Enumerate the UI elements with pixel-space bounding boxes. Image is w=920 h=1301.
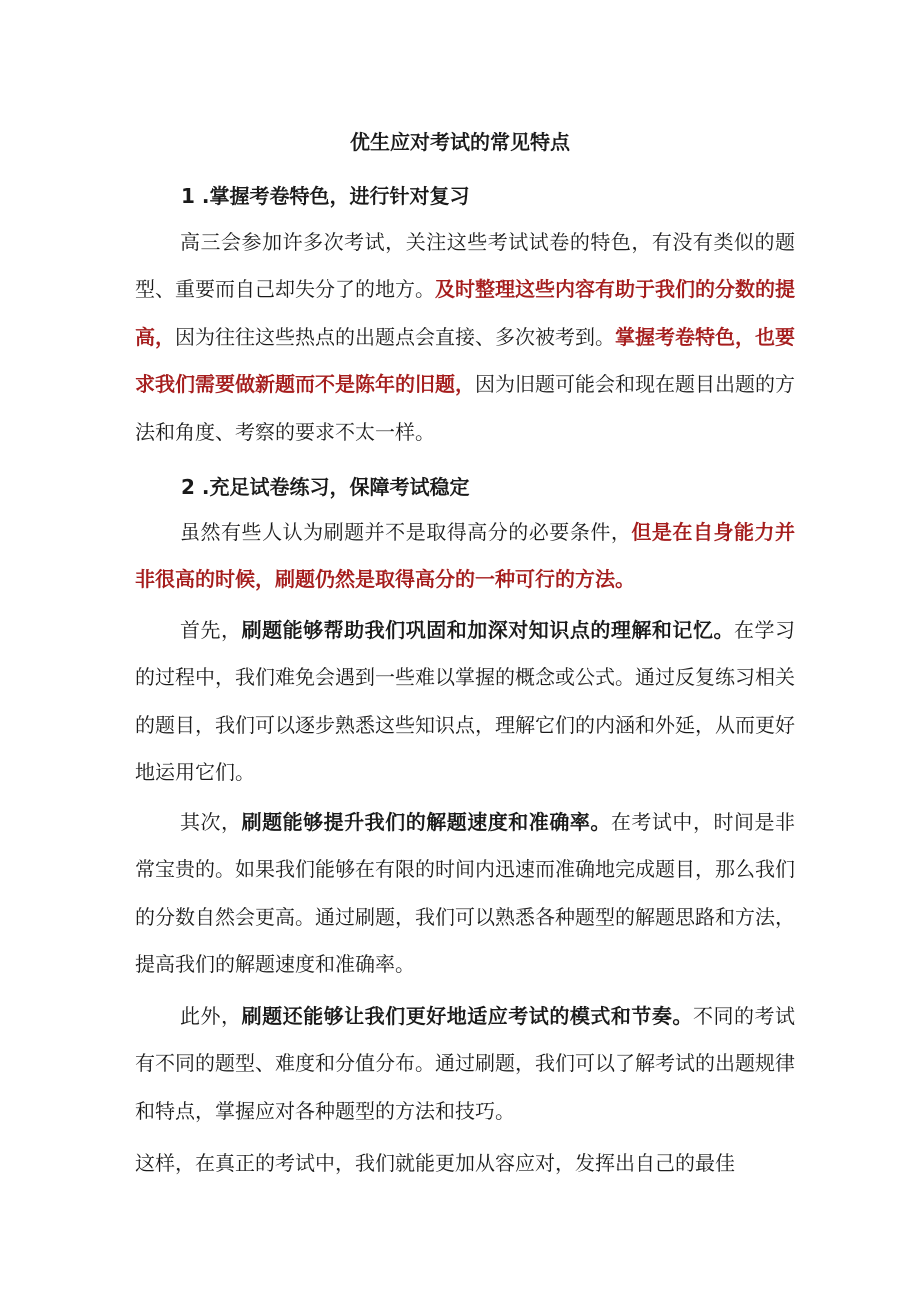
paragraph-moreover xyxy=(135,993,795,1135)
body-text: 因为往往这些热点的出题点会直接、多次被考到。 xyxy=(175,324,615,349)
section-heading-1: 1 .掌握考卷特色，进行针对复习 xyxy=(181,184,470,208)
paragraph-final-line: 这样，在真正的考试中，我们就能更加从容应对，发挥出自己的最佳 xyxy=(135,1151,735,1175)
body-text: 虽然有些人认为刷题并不是取得高分的必要条件， xyxy=(180,520,632,544)
bold-text: 刷题能够提升我们的解题速度和准确率。 xyxy=(241,810,611,834)
body-text: 不同的考试有不同的题型、难度和分值分布。通过刷题，我们可以了解考试的出题规律和特点，掌握应对各种题型的方法和技巧。 xyxy=(135,1004,796,1123)
bold-text: 刷题还能够让我们更好地适应考试的模式和节奏。 xyxy=(241,1004,693,1028)
lead-text: 其次， xyxy=(180,810,242,834)
bold-text: 刷题能够帮助我们巩固和加深对知识点的理解和记忆。 xyxy=(241,618,734,642)
section-1-paragraph xyxy=(135,219,795,456)
highlight-text: 但是在自身能力并非很高的时候，刷题仍然是取得高分的一种可行的方法。 xyxy=(135,520,796,592)
section-2-paragraph xyxy=(135,509,795,604)
paragraph-firstly xyxy=(135,607,795,797)
body-text: 在考试中，时间是非常宝贵的。如果我们能够在有限的时间内迅速而准确地完成题目，那么我们的分数自然会更高。通过刷题，我们可以熟悉各种题型的解题思路和方法，提高我们的解题速度和准确率。 xyxy=(135,810,796,977)
section-heading-2: 2 .充足试卷练习，保障考试稳定 xyxy=(181,475,470,499)
body-text: 在学习的过程中，我们难免会遇到一些难以掌握的概念或公式。通过反复练习相关的题目，我们可以逐步熟悉这些知识点，理解它们的内涵和外延，从而更好地运用它们。 xyxy=(135,618,796,785)
lead-text: 首先， xyxy=(180,618,242,642)
paragraph-secondly xyxy=(135,799,795,989)
body-text: 因为旧题可能会和现在题目出题的方法和角度、考察的要求不太一样。 xyxy=(135,372,795,444)
highlight-text: 掌握考卷特色，也要求我们需要做新题而不是陈年的旧题， xyxy=(135,324,795,397)
lead-text: 此外， xyxy=(180,1004,242,1028)
highlight-text: 及时整理这些内容有助于我们的分数的提高， xyxy=(135,277,795,349)
body-text: 高三会参加许多次考试，关注这些考试试卷的特色，有没有类似的题型、重要而自己却失分了的地方。 xyxy=(135,230,795,302)
document-title: 优生应对考试的常见特点 xyxy=(350,130,570,154)
